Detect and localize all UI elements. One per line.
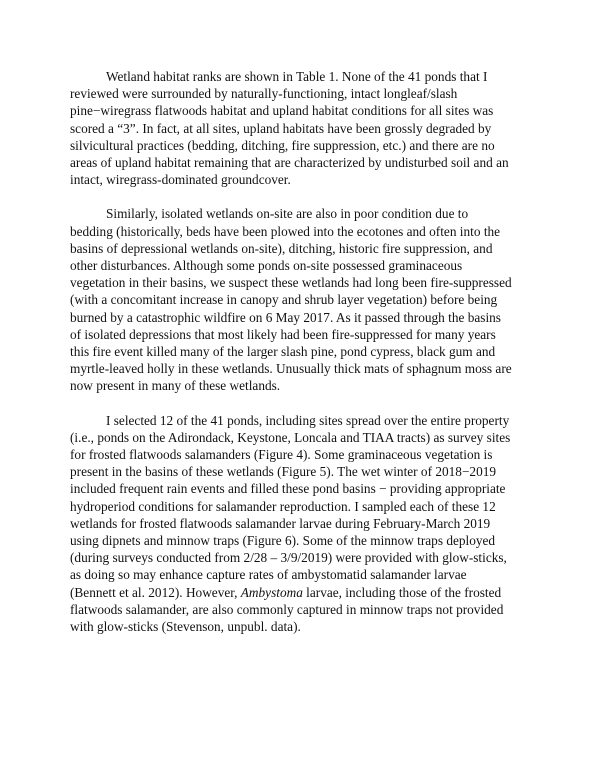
text-line: intact, wiregrass-dominated groundcover.	[70, 172, 291, 188]
text-line: basins of depressional wetlands on-site), ditching, historic fire suppression, and	[70, 240, 493, 256]
text-line: wetlands for frosted flatwoods salamander larvae during February-March 2019	[70, 515, 491, 531]
text-line: silvicultural practices (bedding, ditching, fire suppression, etc.) and there are no	[70, 137, 495, 153]
text-line: with glow-sticks (Stevenson, unpubl. data).	[70, 619, 301, 635]
paragraph-1	[70, 68, 535, 188]
paragraph-3	[70, 412, 535, 636]
text-line: (during surveys conducted from 2/28 – 3/9/2019) were provided with glow-sticks,	[70, 550, 507, 566]
text-line: other disturbances. Although some ponds on-site possessed graminaceous	[70, 258, 463, 274]
text-line: bedding (historically, beds have been plowed into the ecotones and often into the	[70, 223, 501, 239]
text-segment: larvae, including those of the frosted	[306, 584, 502, 600]
text-line: using dipnets and minnow traps (Figure 6). Some of the minnow traps deployed	[70, 533, 496, 549]
text-line: myrtle-leaved holly in these wetlands. Unusually thick mats of sphagnum moss are	[70, 361, 512, 377]
text-line: as doing so may enhance capture rates of ambystomatid salamander larvae	[70, 567, 467, 583]
italic-genus-name: Ambystoma	[240, 584, 303, 600]
text-line: pine−wiregrass flatwoods habitat and upland habitat conditions for all sites was	[70, 103, 494, 119]
paragraph-2	[70, 205, 535, 394]
text-line: vegetation in their basins, we suspect these wetlands had long been fire-suppressed	[70, 275, 512, 291]
text-line: reviewed were surrounded by naturally-functioning, intact longleaf/slash	[70, 86, 458, 102]
text-line: burned by a catastrophic wildfire on 6 May 2017. As it passed through the basins	[70, 309, 501, 325]
text-line: included frequent rain events and filled these pond basins − providing appropriate	[70, 481, 506, 497]
text-line: this fire event killed many of the larger slash pine, pond cypress, black gum and	[70, 344, 496, 360]
text-line: (with a concomitant increase in canopy and shrub layer vegetation) before being	[70, 292, 498, 308]
text-line: present in the basins of these wetlands (Figure 5). The wet winter of 2018−2019	[70, 464, 497, 480]
text-line: now present in many of these wetlands.	[70, 378, 281, 394]
text-segment: (Bennett et al. 2012). However,	[70, 584, 241, 600]
text-line: areas of upland habitat remaining that are characterized by undisturbed soil and an	[70, 155, 509, 171]
text-line: (i.e., ponds on the Adirondack, Keystone, Loncala and TIAA tracts) as survey sites	[70, 429, 511, 445]
text-line: I selected 12 of the 41 ponds, including sites spread over the entire property	[106, 412, 510, 428]
body-text	[70, 68, 535, 635]
text-line: of isolated depressions that most likely had been fire-suppressed for many years	[70, 326, 496, 342]
text-line: Wetland habitat ranks are shown in Table 1. None of the 41 ponds that I	[106, 69, 488, 84]
text-line-with-italic	[70, 584, 535, 601]
text-line: scored a “3”. In fact, at all sites, upland habitats have been grossly degraded by	[70, 120, 492, 136]
text-line: for frosted flatwoods salamanders (Figure 4). Some graminaceous vegetation is	[70, 447, 493, 463]
text-line: Similarly, isolated wetlands on-site are also in poor condition due to	[106, 206, 469, 222]
text-line: hydroperiod conditions for salamander reproduction. I sampled each of these 12	[70, 498, 496, 514]
text-line: flatwoods salamander, are also commonly captured in minnow traps not provided	[70, 601, 504, 617]
